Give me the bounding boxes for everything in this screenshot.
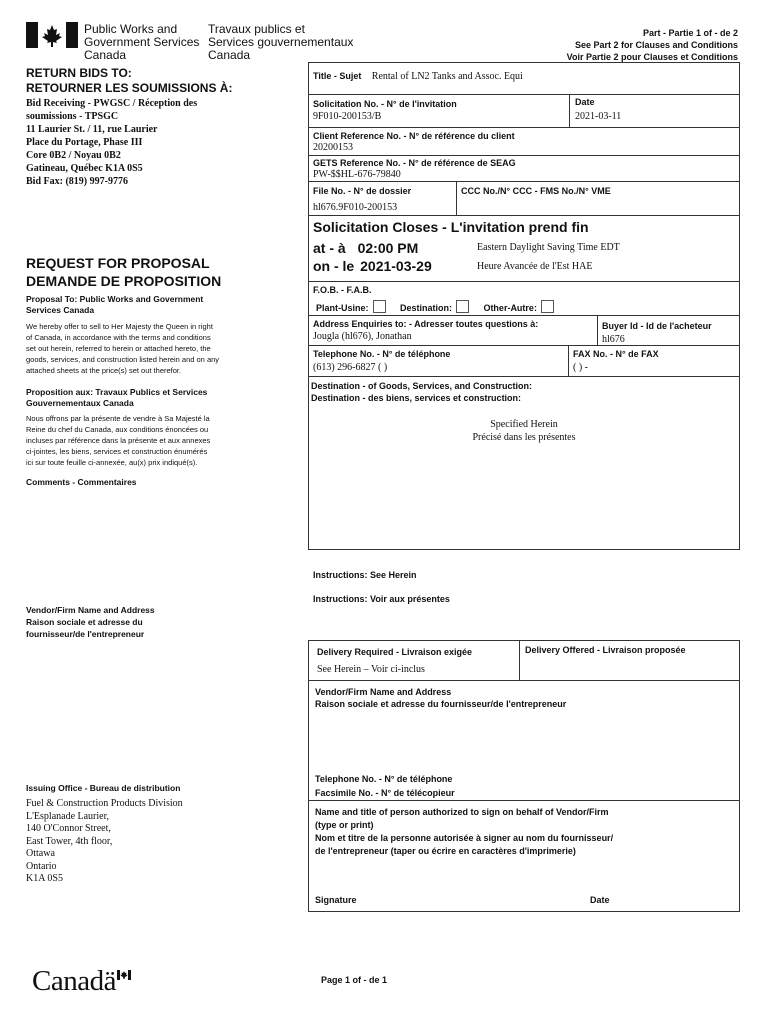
issuing-line: K1A 0S5 — [26, 873, 63, 884]
solicitation-number-value: 9F010-200153/B — [313, 111, 382, 122]
destination-label-en: Destination - of Goods, Services, and Construction: — [311, 381, 533, 391]
date-value: 2021-03-11 — [575, 111, 622, 122]
proposal-to-line-1: Proposal To: Public Works and Government — [26, 294, 204, 304]
return-bids-title — [26, 66, 232, 96]
offer-text-line: incluses par référence dans la présente et aux annexes — [26, 436, 211, 445]
part-line: Part - Partie 1 of - de 2 — [642, 28, 738, 38]
return-bids-title-en: RETURN BIDS TO: — [26, 66, 132, 80]
plant-label: Plant-Usine: — [316, 303, 369, 313]
fob-label: F.O.B. - F.A.B. — [313, 285, 372, 295]
rfp-title — [26, 254, 221, 290]
return-bids-line: Gatineau, Québec K1A 0S5 — [26, 163, 143, 174]
vendor-left-line-2: Raison sociale et adresse du — [26, 617, 143, 627]
vendor-firm-label-en: Vendor/Firm Name and Address — [315, 687, 452, 697]
comments-label: Comments - Commentaires — [26, 477, 137, 487]
solicitation-closes-title: Solicitation Closes - L'invitation prend fin — [313, 219, 589, 235]
issuing-line: Ontario — [26, 860, 57, 872]
page-number: Page 1 of - de 1 — [321, 975, 388, 985]
address-enquiries-value: Jougla (hl676), Jonathan — [313, 331, 412, 342]
instructions-fr: Instructions: Voir aux présentes — [313, 594, 450, 604]
vendor-facsimile-label: Facsimile No. - N° de télécopieur — [315, 788, 455, 798]
issuing-line: Ottawa — [26, 848, 55, 859]
gets-reference-label: GETS Reference No. - N° de référence de SEAG — [313, 158, 516, 168]
gets-reference-value: PW-$$HL-676-79840 — [313, 169, 401, 180]
proposition-line-2: Gouvernementaux Canada — [26, 398, 134, 408]
fax-value: ( ) - — [573, 362, 588, 373]
proposition-aux — [26, 387, 207, 409]
return-bids-line: Bid Fax: (819) 997-9776 — [26, 176, 128, 187]
dept-fr-line-3: Canada — [208, 48, 251, 62]
instructions-en: Instructions: See Herein — [313, 570, 417, 580]
return-bids-title-fr: RETOURNER LES SOUMISSIONS À: — [26, 81, 233, 95]
authorized-line-1: Name and title of person authorized to sign on behalf of Vendor/Firm — [315, 807, 609, 817]
see-part-en: See Part 2 for Clauses and Conditions — [574, 40, 738, 50]
delivery-required-value: See Herein – Voir ci-inclus — [317, 664, 425, 675]
wordmark-flag-icon — [117, 970, 131, 980]
offer-text-line: attached sheets at the price(s) set out therefor. — [26, 366, 182, 375]
dept-fr-line-2: Services gouvernementaux — [208, 35, 354, 49]
fob-options — [316, 298, 554, 316]
return-bids-line: Core 0B2 / Noyau 0B2 — [26, 150, 121, 161]
other-checkbox[interactable] — [541, 300, 554, 313]
address-enquiries-label: Address Enquiries to: - Adresser toutes questions à: — [313, 319, 539, 329]
destination-goods-label — [311, 380, 532, 404]
title-label: Title - Sujet — [313, 71, 362, 81]
timezone-en: Eastern Daylight Saving Time EDT — [477, 242, 620, 253]
file-number-value: hl676.9F010-200153 — [313, 202, 398, 213]
file-number-label: File No. - N° de dossier — [313, 186, 412, 196]
destination-label-fr: Destination - des biens, services et construction: — [311, 393, 522, 403]
offer-text-fr — [26, 413, 210, 468]
return-bids-line: Place du Portage, Phase III — [26, 137, 143, 148]
offer-text-en — [26, 321, 219, 376]
see-part-fr: Voir Partie 2 pour Clauses et Conditions — [566, 52, 738, 62]
issuing-line: East Tower, 4th floor, — [26, 835, 113, 847]
offer-text-line: of Canada, in accordance with the terms and conditions — [26, 333, 211, 342]
at-label: at - à — [313, 240, 346, 256]
department-name-fr — [208, 23, 353, 62]
return-bids-address — [26, 97, 197, 188]
telephone-value: (613) 296-6827 ( ) — [313, 362, 388, 373]
dept-en-line-2: Government Services — [84, 35, 200, 49]
fax-label: FAX No. - N° de FAX — [573, 349, 659, 359]
buyer-id-label: Buyer Id - Id de l'acheteur — [602, 321, 712, 331]
proposal-to — [26, 294, 203, 316]
issuing-line: L'Esplanade Laurier, — [26, 810, 110, 822]
title-field — [313, 66, 523, 84]
authorized-line-2: (type or print) — [315, 820, 374, 830]
timezone-fr: Heure Avancée de l'Est HAE — [477, 261, 593, 272]
dept-en-line-3: Canada — [84, 48, 127, 62]
issuing-line: Fuel & Construction Products Division — [26, 798, 183, 809]
solicitation-number-label: Solicitation No. - N° de l'invitation — [313, 99, 457, 109]
issuing-line: 140 O'Connor Street, — [26, 823, 111, 834]
offer-text-line: ci-jointes, les biens, services et construction énumérés — [26, 447, 208, 456]
offer-text-line: set out herein, referred to herein or attached hereto, the — [26, 344, 211, 353]
title-value: Rental of LN2 Tanks and Assoc. Equi — [371, 71, 523, 82]
canada-wordmark: Canadä — [32, 965, 116, 997]
proposition-line-1: Proposition aux: Travaux Publics et Services — [26, 387, 208, 397]
offer-text-line: ici sur toute feuille ci-annexée, au(x) prix indiqué(s). — [26, 458, 198, 467]
offer-text-line: Reine du chef du Canada, aux conditions énoncées ou — [26, 425, 209, 434]
closing-date — [313, 258, 432, 274]
destination-value-fr: Précisé dans les présentes — [472, 432, 576, 443]
destination-value-en: Specified Herein — [490, 419, 558, 430]
authorized-line-4: de l'entrepreneur (taper ou écrire en caractères d'imprimerie) — [315, 846, 576, 856]
on-label: on - le — [313, 258, 355, 274]
vendor-firm-label-fr: Raison sociale et adresse du fournisseur/de l'entrepreneur — [315, 699, 567, 709]
issuing-office-title: Issuing Office - Bureau de distribution — [26, 783, 181, 793]
client-reference-value: 20200153 — [313, 142, 353, 153]
issuing-office-address — [26, 798, 183, 886]
ccc-number-label: CCC No./N° CCC - FMS No./N° VME — [461, 186, 611, 196]
authorized-line-3: Nom et titre de la personne autorisée à signer au nom du fournisseur/ — [315, 833, 614, 843]
proposal-to-line-2: Services Canada — [26, 305, 95, 315]
return-bids-line: 11 Laurier St. / 11, rue Laurier — [26, 124, 158, 135]
closing-date-value: 2021-03-29 — [360, 258, 432, 274]
destination-value — [308, 418, 740, 444]
client-reference-label: Client Reference No. - N° de référence du client — [313, 131, 515, 141]
vendor-contact-labels — [315, 772, 455, 800]
vendor-firm-label — [315, 686, 566, 710]
date-label: Date — [575, 97, 595, 107]
canada-flag-logo — [26, 22, 78, 48]
destination-checkbox[interactable] — [456, 300, 469, 313]
delivery-offered-label: Delivery Offered - Livraison proposée — [525, 645, 686, 655]
telephone-label: Telephone No. - N° de téléphone — [313, 349, 451, 359]
closing-time — [313, 240, 418, 256]
rfp-title-en: REQUEST FOR PROPOSAL — [26, 255, 210, 271]
vendor-left-line-3: fournisseur/de l'entrepreneur — [26, 629, 145, 639]
signature-label: Signature — [315, 895, 357, 905]
offer-text-line: goods, services, and construction listed herein and on any — [26, 355, 220, 364]
return-bids-line: soumissions - TPSGC — [26, 111, 119, 122]
delivery-required-label: Delivery Required - Livraison exigée — [317, 647, 473, 657]
closing-time-value: 02:00 PM — [357, 240, 419, 256]
destination-label: Destination: — [399, 303, 452, 313]
signature-date-label: Date — [590, 895, 610, 905]
dept-fr-line-1: Travaux publics et — [208, 22, 305, 36]
authorized-person-label — [315, 806, 613, 858]
vendor-telephone-label: Telephone No. - N° de téléphone — [315, 774, 453, 784]
buyer-id-value: hl676 — [602, 334, 625, 345]
other-label: Other-Autre: — [483, 303, 537, 313]
vendor-left-line-1: Vendor/Firm Name and Address — [26, 605, 155, 615]
dept-en-line-1: Public Works and — [84, 22, 178, 36]
part-info — [567, 27, 738, 63]
rfp-title-fr: DEMANDE DE PROPOSITION — [26, 273, 222, 289]
return-bids-line: Bid Receiving - PWGSC / Réception des — [26, 98, 198, 109]
department-name-en — [84, 23, 199, 62]
vendor-left-label — [26, 604, 155, 640]
offer-text-line: Nous offrons par la présente de vendre à Sa Majesté la — [26, 414, 210, 423]
plant-checkbox[interactable] — [373, 300, 386, 313]
offer-text-line: We hereby offer to sell to Her Majesty the Queen in right — [26, 322, 213, 331]
